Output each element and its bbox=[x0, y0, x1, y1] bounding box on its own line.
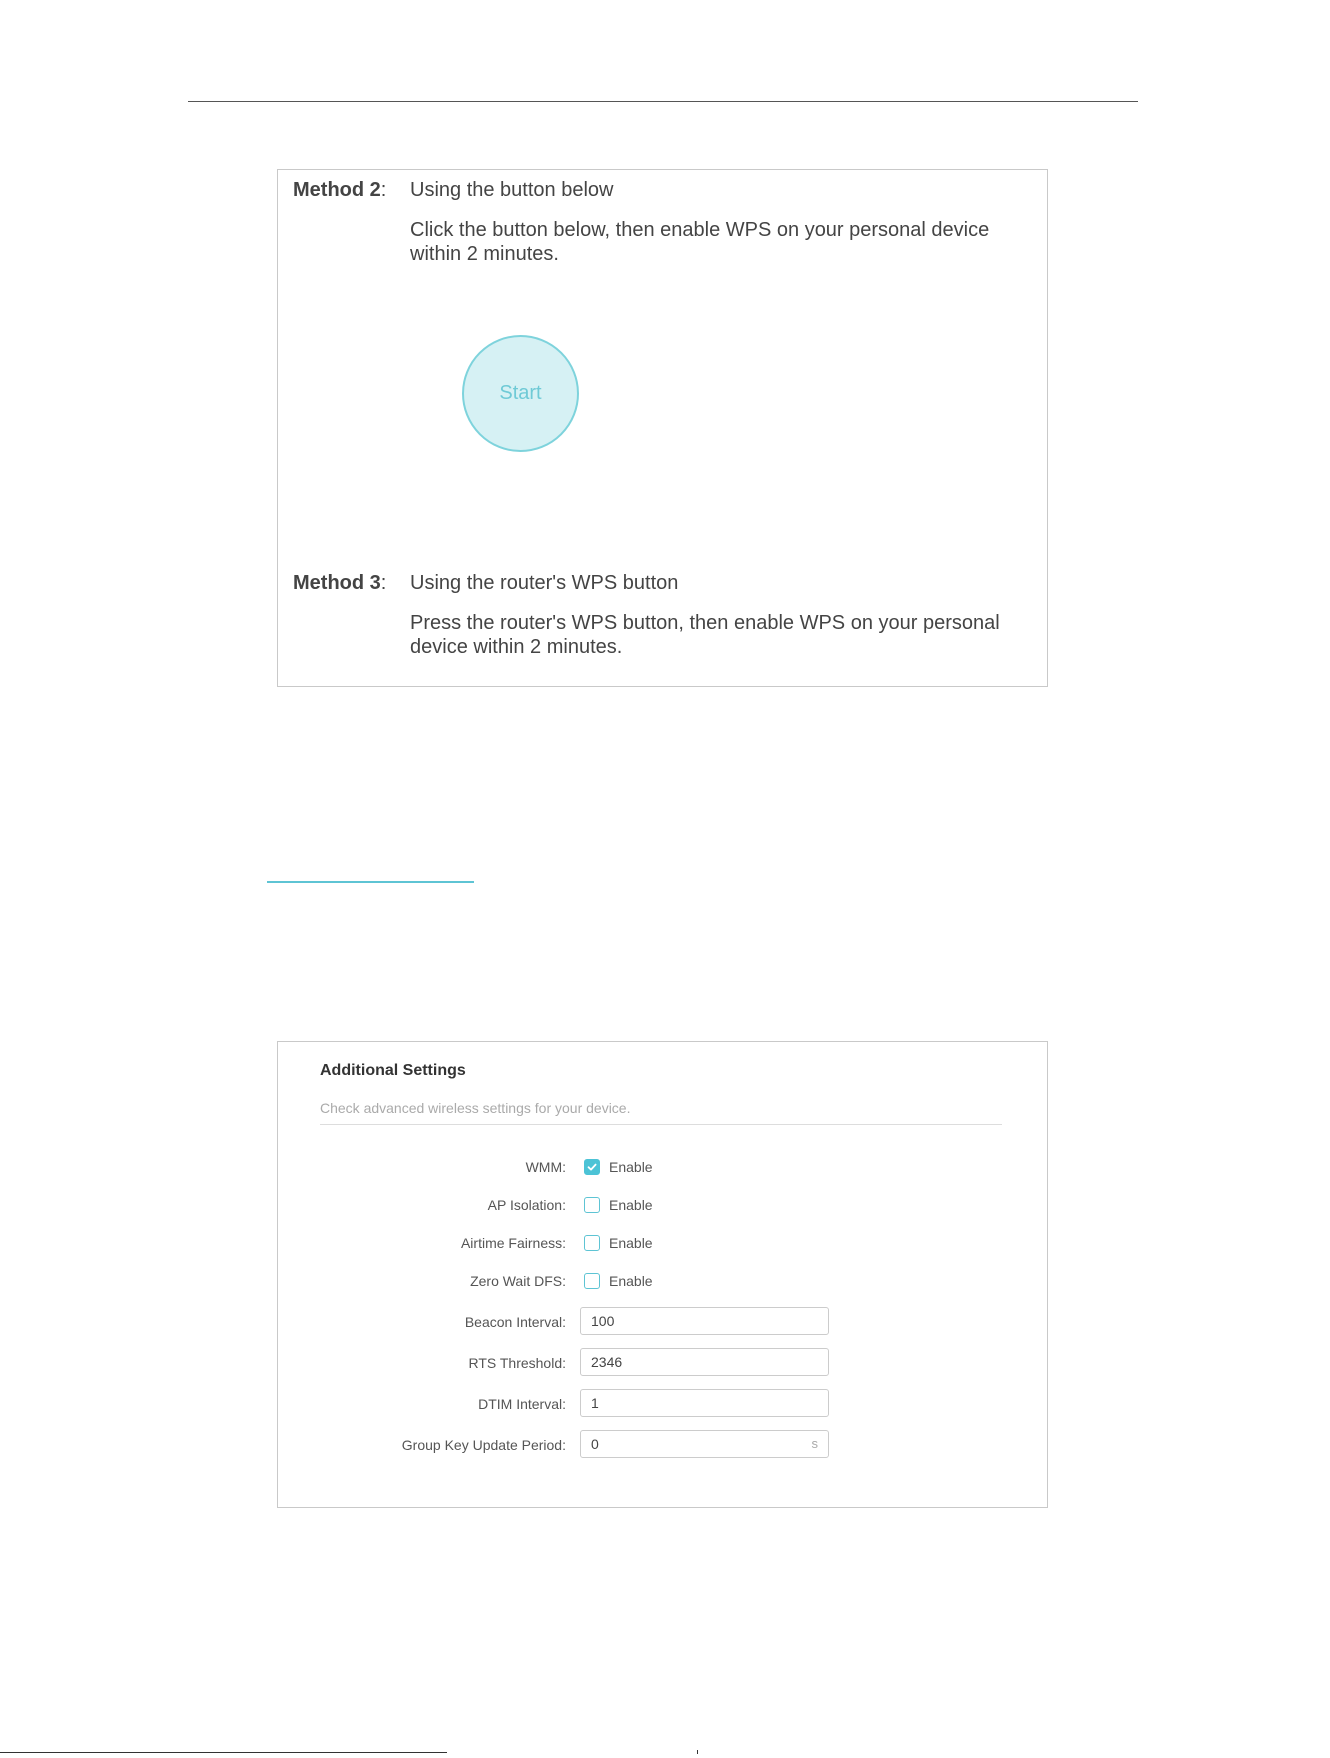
settings-subtitle: Check advanced wireless settings for your device. bbox=[320, 1100, 631, 1116]
footer-rule bbox=[0, 1752, 447, 1753]
group-key-update-period-value: 0 bbox=[591, 1436, 599, 1452]
method-2-title: Using the button below bbox=[410, 179, 614, 201]
zero-wait-dfs-label: Zero Wait DFS: bbox=[470, 1273, 566, 1289]
rts-threshold-label: RTS Threshold: bbox=[468, 1355, 566, 1371]
link-underline bbox=[267, 881, 474, 883]
zero-wait-dfs-enable-label[interactable]: Enable bbox=[609, 1273, 653, 1289]
zero-wait-dfs-row bbox=[278, 1266, 1047, 1296]
method-3-title: Using the router's WPS button bbox=[410, 572, 679, 594]
ap-isolation-label: AP Isolation: bbox=[487, 1197, 566, 1213]
wmm-checkbox[interactable] bbox=[584, 1159, 600, 1175]
ap-isolation-checkbox[interactable] bbox=[584, 1197, 600, 1213]
method-2-description: Click the button below, then enable WPS on your personal device within 2 minutes. bbox=[410, 219, 990, 265]
ap-isolation-enable-label[interactable]: Enable bbox=[609, 1197, 653, 1213]
airtime-fairness-checkbox[interactable] bbox=[584, 1235, 600, 1251]
rts-threshold-input[interactable] bbox=[580, 1348, 829, 1376]
check-icon bbox=[586, 1161, 598, 1173]
ap-isolation-row bbox=[278, 1190, 1047, 1220]
group-key-update-period-row bbox=[278, 1430, 1047, 1460]
zero-wait-dfs-checkbox[interactable] bbox=[584, 1273, 600, 1289]
dtim-interval-value: 1 bbox=[591, 1395, 599, 1411]
dtim-interval-label: DTIM Interval: bbox=[478, 1396, 566, 1412]
airtime-fairness-enable-label[interactable]: Enable bbox=[609, 1235, 653, 1251]
wmm-enable-label[interactable]: Enable bbox=[609, 1159, 653, 1175]
additional-settings-panel bbox=[277, 1041, 1048, 1508]
wps-start-button[interactable]: Start bbox=[462, 335, 579, 452]
wmm-row bbox=[278, 1152, 1047, 1182]
beacon-interval-label: Beacon Interval: bbox=[464, 1314, 566, 1330]
rts-threshold-value: 2346 bbox=[591, 1354, 623, 1370]
dtim-interval-input[interactable] bbox=[580, 1389, 829, 1417]
method-2-label: Method 2: bbox=[293, 179, 387, 201]
footer-mark bbox=[697, 1750, 698, 1754]
airtime-fairness-row bbox=[278, 1228, 1047, 1258]
rts-threshold-row bbox=[278, 1348, 1047, 1378]
page-header-rule bbox=[188, 101, 1138, 102]
settings-title: Additional Settings bbox=[320, 1062, 466, 1079]
beacon-interval-row bbox=[278, 1307, 1047, 1337]
beacon-interval-value: 100 bbox=[591, 1313, 615, 1329]
beacon-interval-input[interactable] bbox=[580, 1307, 829, 1335]
wps-methods-panel bbox=[277, 169, 1048, 687]
seconds-unit: s bbox=[811, 1436, 818, 1451]
group-key-update-period-input[interactable] bbox=[580, 1430, 829, 1458]
method-3-label: Method 3: bbox=[293, 572, 387, 594]
airtime-fairness-label: Airtime Fairness: bbox=[460, 1235, 566, 1251]
method-3-description: Press the router's WPS button, then enable WPS on your personal device within 2 minutes. bbox=[410, 612, 1000, 658]
dtim-interval-row bbox=[278, 1389, 1047, 1419]
wmm-label: WMM: bbox=[525, 1159, 566, 1175]
group-key-update-period-label: Group Key Update Period: bbox=[401, 1437, 566, 1453]
settings-divider bbox=[320, 1124, 1002, 1125]
